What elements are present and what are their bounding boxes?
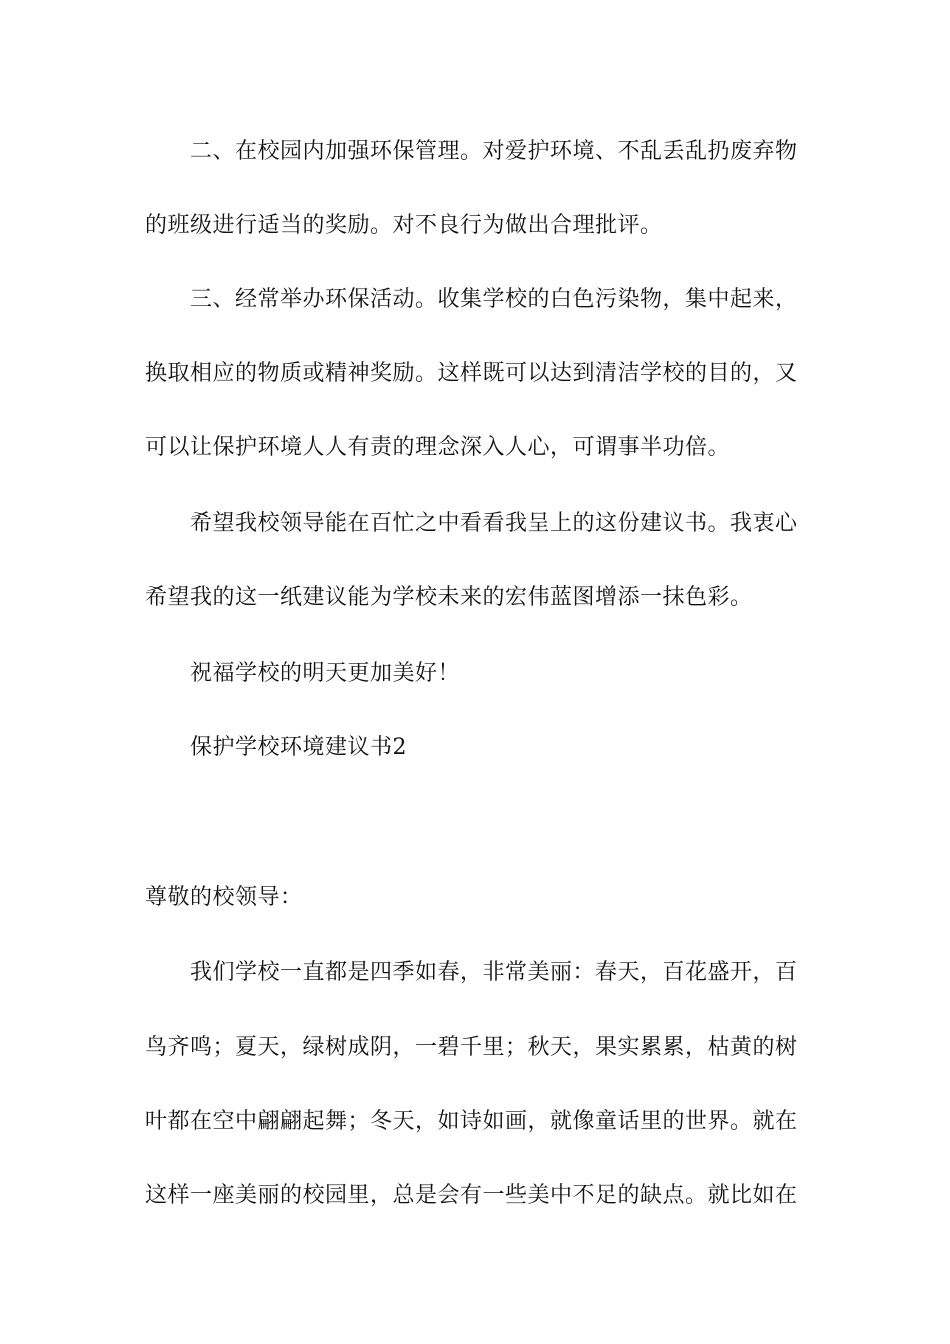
paragraph-line: 祝福学校的明天更加美好！ bbox=[190, 661, 461, 686]
paragraph-line: 这样一座美丽的校园里，总是会有一些美中不足的缺点。就比如在 bbox=[145, 1183, 798, 1208]
paragraph-line: 三、经常举办环保活动。收集学校的白色污染物，集中起来， bbox=[190, 287, 798, 312]
paragraph-line: 希望我的这一纸建议能为学校未来的宏伟蓝图增添一抹色彩。 bbox=[145, 585, 753, 610]
salutation: 尊敬的校领导： bbox=[145, 885, 303, 910]
section-title: 保护学校环境建议书2 bbox=[190, 735, 407, 760]
paragraph-line: 可以让保护环境人人有责的理念深入人心，可谓事半功倍。 bbox=[145, 435, 731, 460]
paragraph-line: 二、在校园内加强环保管理。对爱护环境、不乱丢乱扔废弃物 bbox=[190, 139, 798, 164]
paragraph-line: 鸟齐鸣；夏天，绿树成阴，一碧千里；秋天，果实累累，枯黄的树 bbox=[145, 1035, 798, 1060]
paragraph-line: 叶都在空中翩翩起舞；冬天，如诗如画，就像童话里的世界。就在 bbox=[145, 1109, 798, 1134]
paragraph-line: 我们学校一直都是四季如春，非常美丽：春天，百花盛开，百 bbox=[190, 960, 798, 985]
paragraph-line: 的班级进行适当的奖励。对不良行为做出合理批评。 bbox=[145, 213, 663, 238]
paragraph-line: 换取相应的物质或精神奖励。这样既可以达到清洁学校的目的，又 bbox=[145, 361, 798, 386]
paragraph-line: 希望我校领导能在百忙之中看看我呈上的这份建议书。我衷心 bbox=[190, 511, 798, 536]
